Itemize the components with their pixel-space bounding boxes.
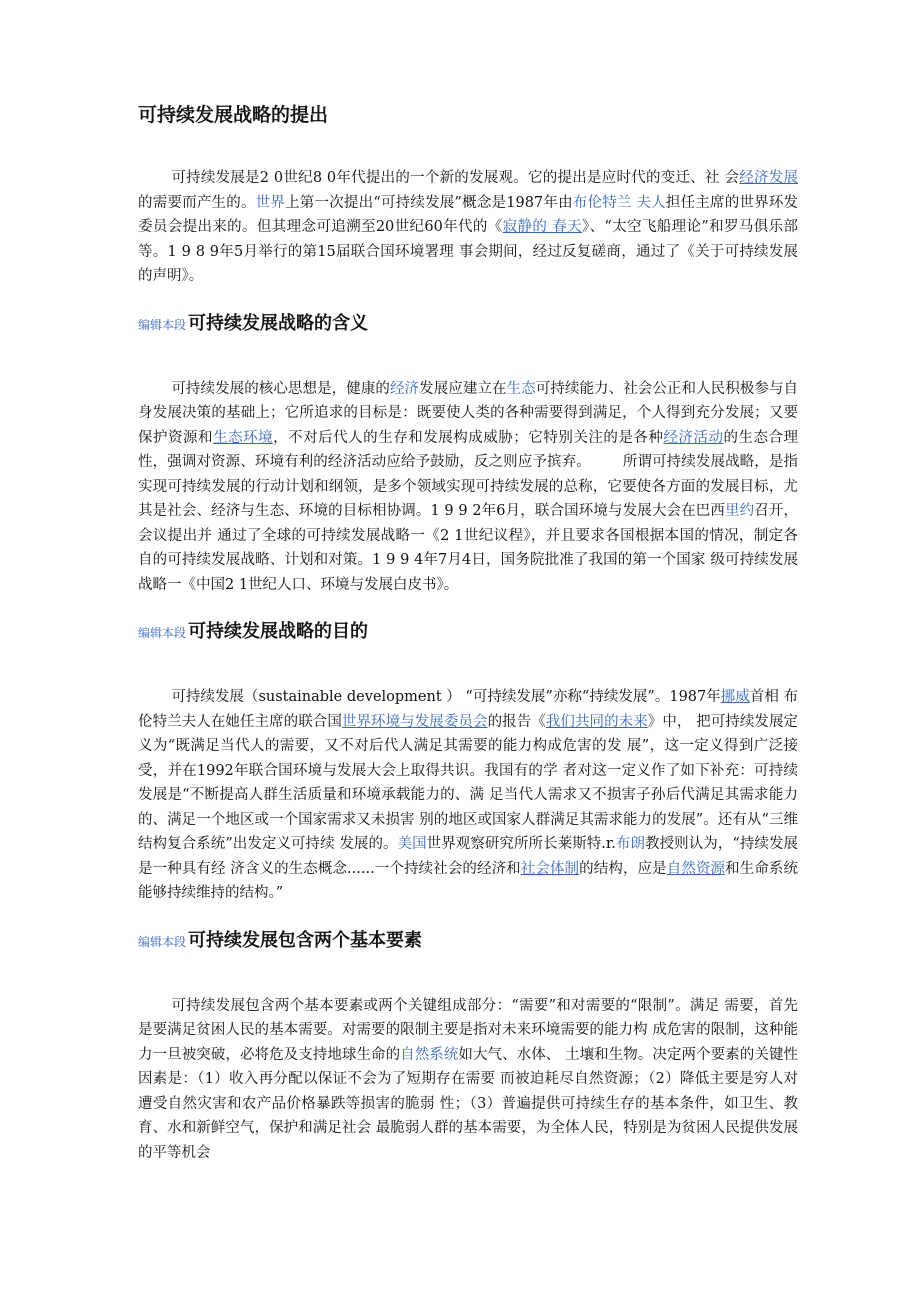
section-title: 可持续发展战略的目的 [188, 621, 369, 642]
section-heading-meaning [138, 309, 798, 335]
intro-paragraph: 可持续发展是2 0世纪8 0年代提出的一个新的发展观。它的提出是应时代的变迁、社 会经济发展的需要而产生的。世界上第一次提出“可持续发展”概念是1987年由布伦特兰 夫人担任主席的世界环发委员会提出来的。但其理念可追溯至20世纪60年代的《寂静的 春天》、“太空飞船理论”和罗马俱乐部等。1 9 8 9年5月举行的第15届联合国环境署理 事会期间，经过反复磋商，通过了《关于可持续发展的声明》。 [138, 170, 799, 284]
link-natural-resources[interactable]: 自然资源 [666, 860, 726, 877]
link-social-system[interactable]: 社会体制 [520, 860, 580, 877]
link-norway[interactable]: 挪威 [720, 689, 750, 705]
link-ecology[interactable]: 生态 [506, 380, 536, 397]
section-heading-elements [138, 926, 798, 952]
link-brundtland[interactable]: 布伦特兰 夫人 [572, 194, 666, 211]
link-economic-development[interactable]: 经济发展 [739, 170, 798, 186]
page-title: 可持续发展战略的提出 [138, 104, 329, 126]
meaning-paragraph: 可持续发展的核心思想是，健康的经济发展应建立在生态可持续能力、社会公正和人民积极参与自身发展决策的基础上；它所追求的目标是：既要使人类的各种需要得到满足，个人得到充分发展；又要保护资源和生态环境，不对后代人的生存和发展构成威胁；它特别关注的是各种经济活动的生态合理性，强调对资源、环境有利的经济活动应给予鼓励，反之则应予摈弃。 所谓可持续发展战略，是指实现可持续发展的行动计划和纲领，是多个领域实现可持续发展的总称，它要使各方面的发展目标，尤其是社会、经济与生态、环境的目标相协调。1 9 9 2年6月，联合国环境与发展大会在巴西里约召开，会议提出并 通过了全球的可持续发展战略一《2 1世纪议程》，并且要求各国根据本国的情况，制定各 自的可持续发展战略、计划和对策。1 9 9 4年7月4日，国务院批准了我国的第一个国家 级可持续发展战略一《中国2 1世纪人口、环境与发展白皮书》。 [138, 380, 799, 593]
edit-section-link[interactable]: 编辑本段 [138, 934, 187, 949]
section-title: 可持续发展战略的含义 [188, 312, 369, 334]
link-usa[interactable]: 美国 [397, 836, 427, 852]
link-world[interactable]: 世界 [255, 194, 286, 211]
link-ecological-environment[interactable]: 生态环境 [213, 429, 274, 446]
link-our-common-future[interactable]: 我们共同的未来 [545, 713, 648, 730]
purpose-paragraph: 可持续发展（sustainable development ） “可持续发展”亦称“持续发展”。1987年挪威首相 布伦特兰夫人在她任主席的联合国世界环境与发展委员会的报告《我们共同的未来》中， 把可持续发展定义为“既满足当代人的需要，又不对后代人满足其需要的能力构成危害的发 展”，这一定义得到广泛接受，并在1992年联合国环境与发展大会上取得共识。我国有的学 者对这一定义作了如下补充：可持续发展是“不断提高人群生活质量和环境承载能力的、满 足当代人需求又不损害子孙后代满足其需求能力的、满足一个地区或一个国家需求又未损害 别的地区或国家人群满足其需求能力的发展”。还有从“三维结构复合系统”出发定义可持续 发展的。美国世界观察研究所所长莱斯特.r.布朗教授则认为，“持续发展是一种具有经 济含义的生态概念......一个持续社会的经济和社会体制的结构，应是自然资源和生命系统 能够持续维持的结构。” [138, 689, 799, 901]
elements-paragraph: 可持续发展包含两个基本要素或两个关键组成部分：“需要”和对需要的“限制”。满足 需要，首先是要满足贫困人民的基本需要。对需要的限制主要是指对未来环境需要的能力构 成危害的限制，这种能力一旦被突破，必将危及支持地球生命的自然系统如大气、水体、 土壤和生物。决定两个要素的关键性因素是：（1）收入再分配以保证不会为了短期存在需要 而被迫耗尽自然资源；（2）降低主要是穷人对遭受自然灾害和农产品价格暴跌等损害的脆弱 性；（3）普遍提供可持续生存的基本条件，如卫生、教育、水和新鲜空气，保护和满足社会 最脆弱人群的基本需要，为全体人民，特别是为贫困人民提供发展的平等机会 [138, 997, 799, 1161]
edit-section-link[interactable]: 编辑本段 [138, 317, 187, 332]
link-economy[interactable]: 经济 [389, 380, 420, 397]
section-heading-purpose [138, 617, 798, 643]
section-title: 可持续发展包含两个基本要素 [188, 929, 423, 951]
link-natural-system[interactable]: 自然系统 [400, 1046, 459, 1063]
link-wced[interactable]: 世界环境与发展委员会 [341, 713, 488, 730]
link-brown[interactable]: 布朗 [615, 836, 646, 852]
link-silent-spring[interactable]: 寂静的 春天 [502, 219, 582, 235]
document-page [138, 100, 798, 1165]
edit-section-link[interactable]: 编辑本段 [138, 626, 187, 640]
link-rio[interactable]: 里约 [725, 503, 755, 519]
link-economic-activity[interactable]: 经济活动 [663, 429, 724, 446]
